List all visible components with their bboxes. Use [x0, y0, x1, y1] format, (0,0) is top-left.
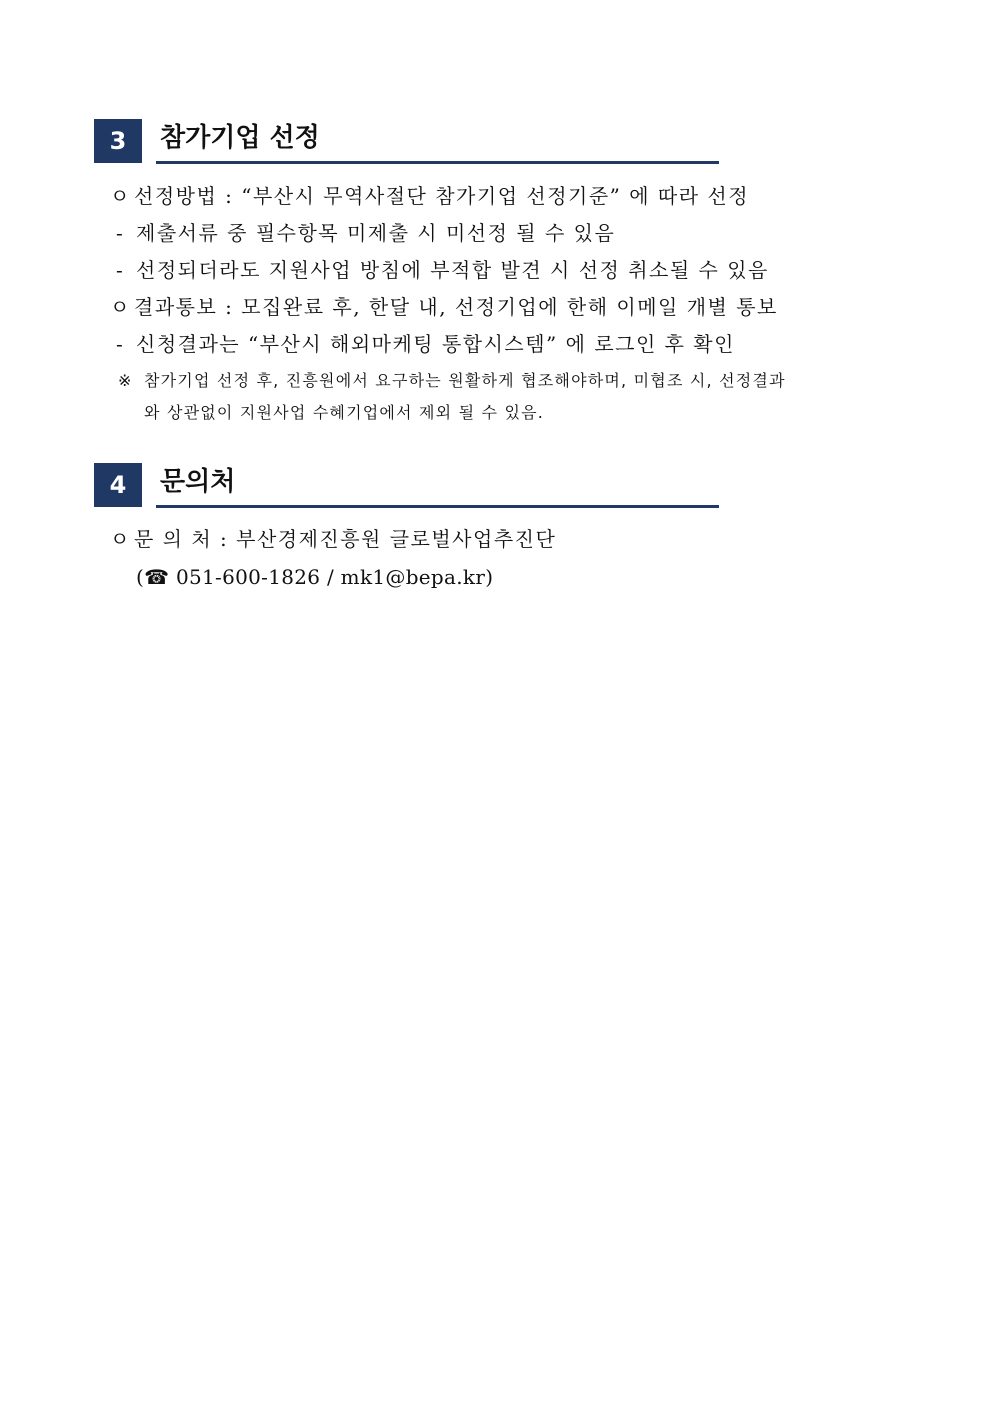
list-item: [110, 525, 556, 553]
note-text: 참가기업 선정 후, 진흥원에서 요구하는 원활하게 협조해야하며, 미협조 시, 선정결과: [144, 371, 786, 390]
section-4-header: [94, 463, 719, 507]
contact-info: (☎ 051-600-1826 / mk1@bepa.kr): [136, 565, 494, 589]
bullet-marker: ㅇ: [110, 527, 131, 551]
list-item-text: 문 의 처 : 부산경제진흥원 글로벌사업추진단: [134, 527, 557, 551]
list-item: [110, 293, 778, 321]
list-item-text: 선정되더라도 지원사업 방침에 부적합 발견 시 선정 취소될 수 있음: [136, 258, 769, 282]
list-item-text: 결과통보 : 모집완료 후, 한달 내, 선정기업에 한해 이메일 개별 통보: [134, 295, 778, 319]
bullet-marker: ㅇ: [110, 184, 131, 208]
reference-note: [118, 370, 786, 392]
bullet-marker: ㅇ: [110, 295, 131, 319]
section-title: 참가기업 선정: [160, 123, 320, 153]
section-divider: [156, 505, 719, 508]
section-number-badge: 4: [94, 463, 142, 507]
list-item: [116, 330, 735, 358]
section-title: 문의처: [160, 467, 236, 497]
list-item-text: 신청결과는 “부산시 해외마케팅 통합시스템” 에 로그인 후 확인: [136, 332, 735, 356]
section-divider: [156, 161, 719, 164]
list-item: [116, 256, 769, 284]
list-item: [110, 182, 749, 210]
section-number-badge: 3: [94, 119, 142, 163]
list-item-text: 선정방법 : “부산시 무역사절단 참가기업 선정기준” 에 따라 선정: [134, 184, 750, 208]
list-item: [116, 219, 615, 247]
reference-note-continuation: 와 상관없이 지원사업 수혜기업에서 제외 될 수 있음.: [144, 403, 545, 422]
dash-marker: -: [116, 258, 125, 282]
reference-mark: ※: [118, 371, 133, 390]
dash-marker: -: [116, 221, 125, 245]
section-3-header: [94, 119, 719, 163]
dash-marker: -: [116, 332, 125, 356]
list-item-text: 제출서류 중 필수항목 미제출 시 미선정 될 수 있음: [136, 221, 616, 245]
